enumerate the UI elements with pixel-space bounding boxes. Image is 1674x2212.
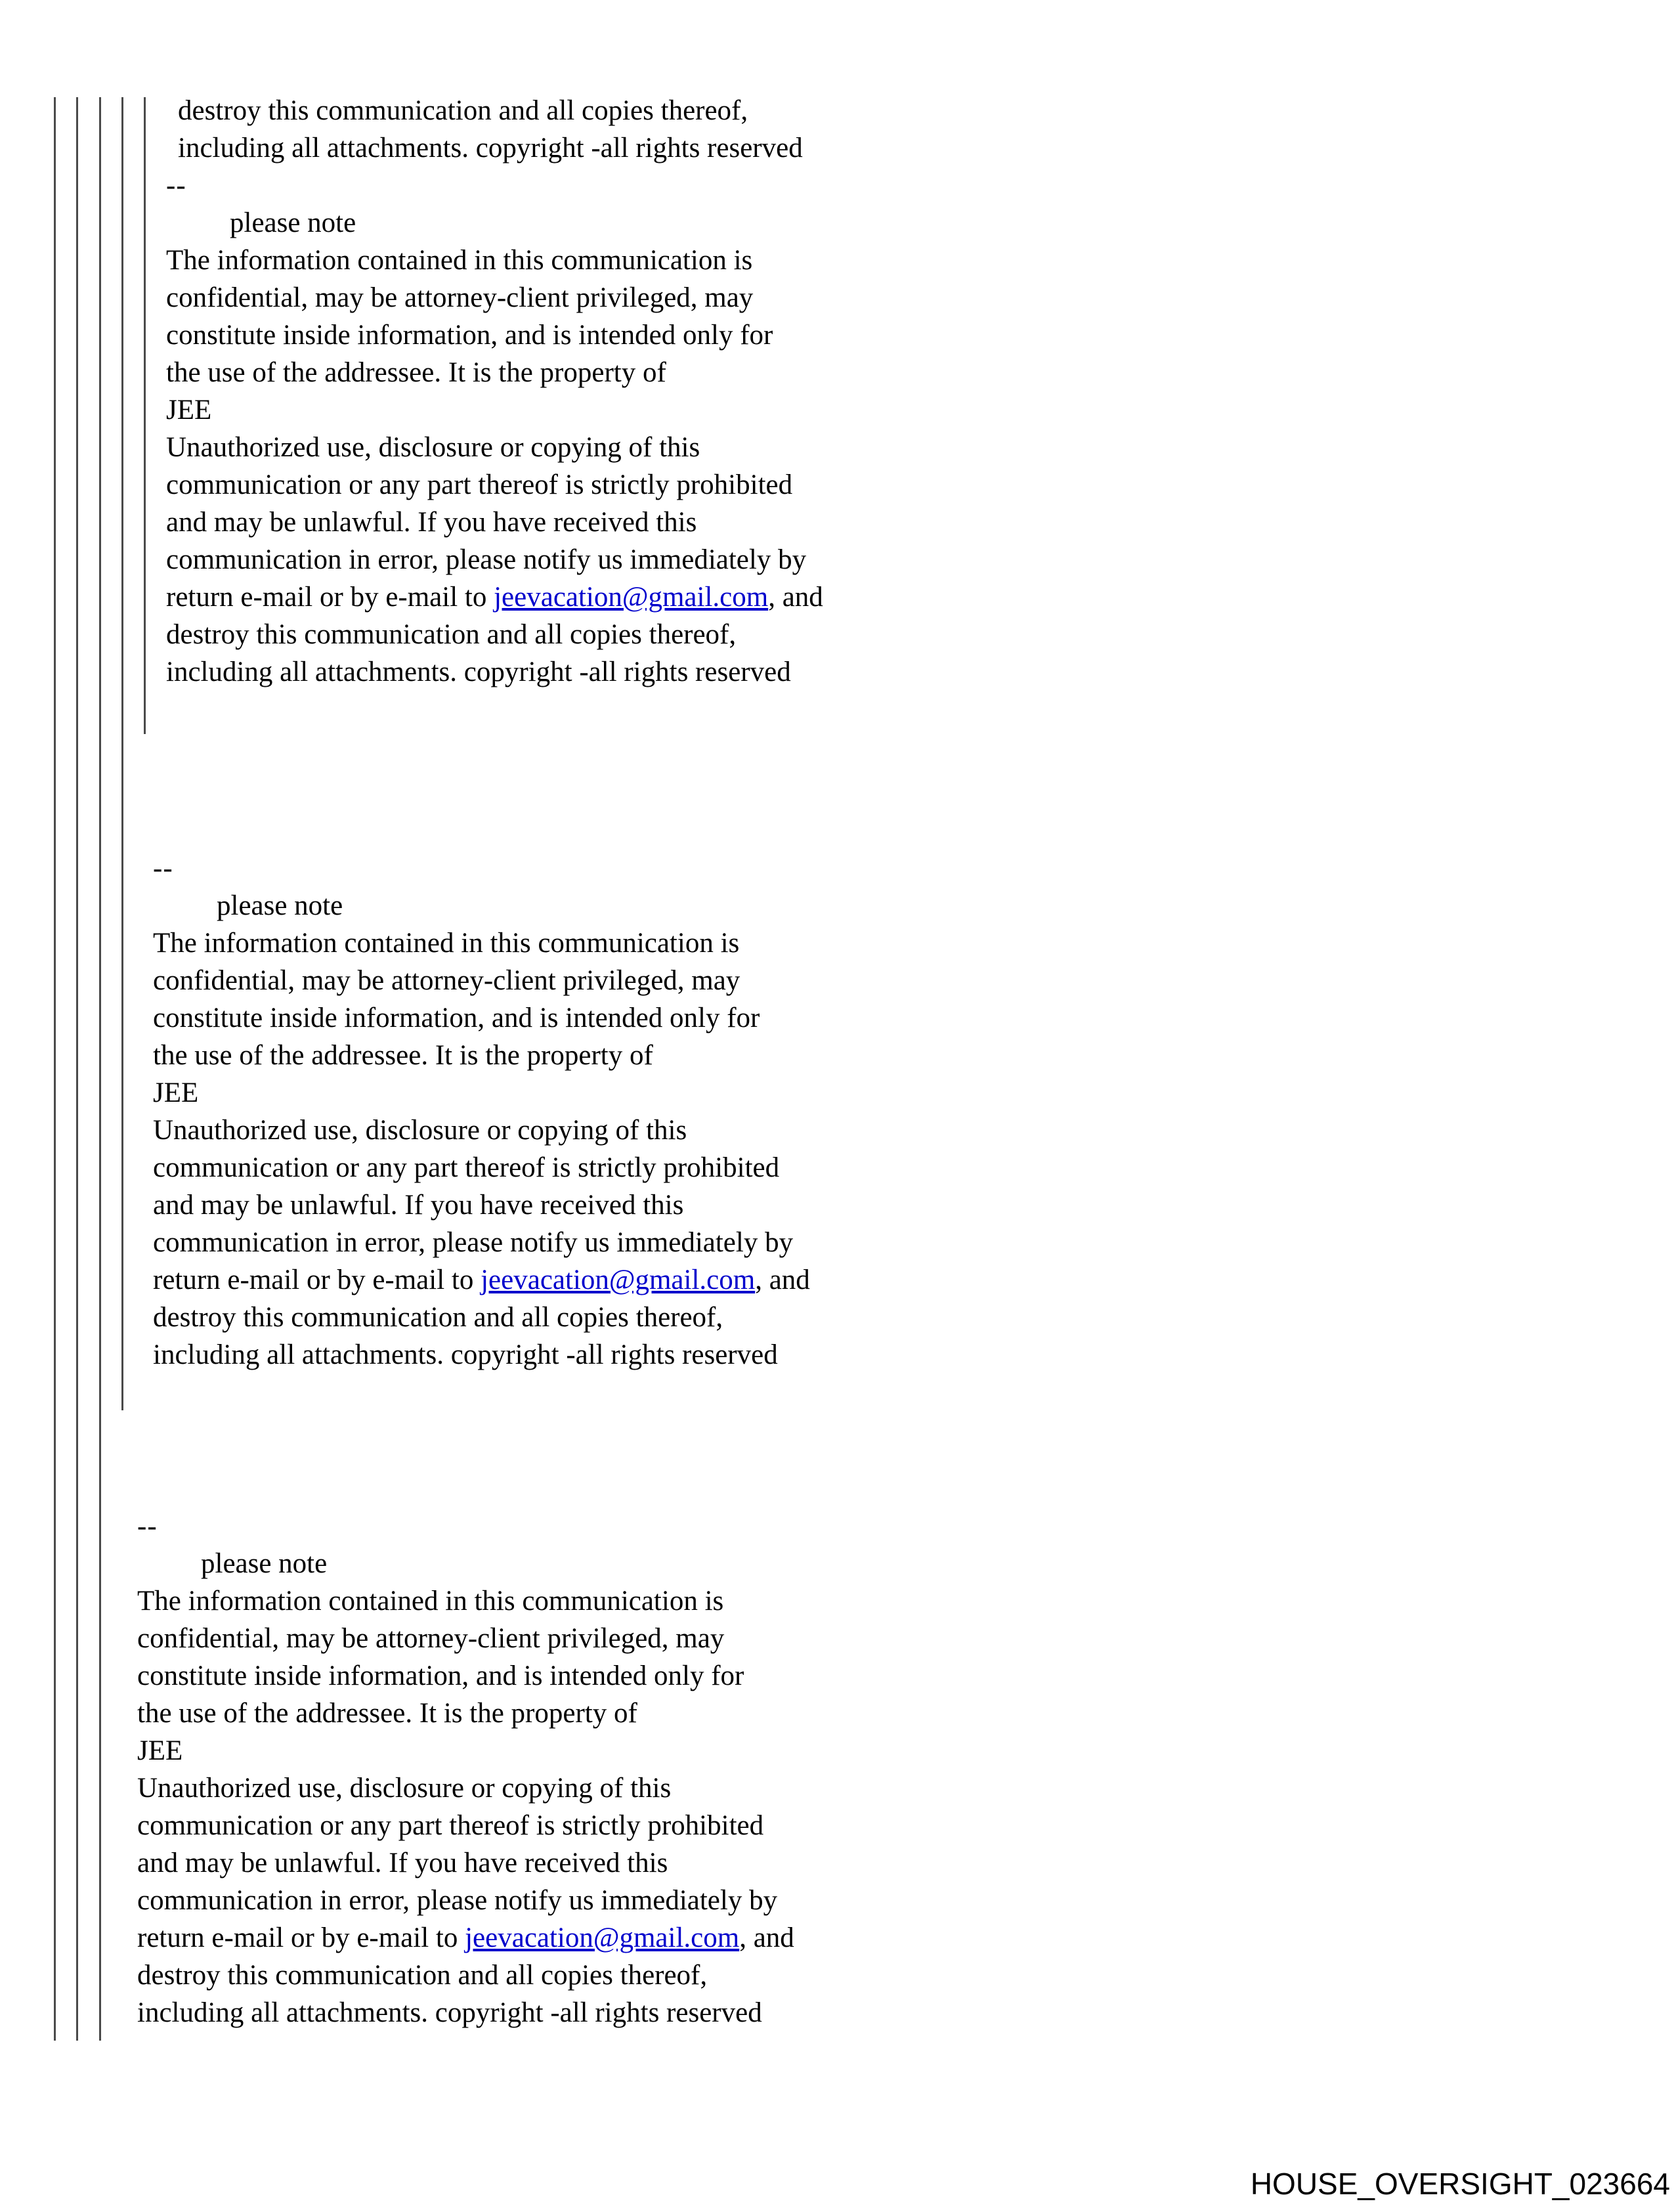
please-note-label: please note bbox=[230, 207, 356, 238]
disclaimer-line: communication or any part thereof is strictly prohibited bbox=[137, 1810, 764, 1841]
disclaimer-line: destroy this communication and all copies thereof, bbox=[137, 1960, 708, 1991]
disclaimer-line: communication or any part thereof is strictly prohibited bbox=[153, 1152, 780, 1183]
disclaimer-line: destroy this communication and all copies thereof, bbox=[178, 95, 748, 126]
disclaimer-line: confidential, may be attorney-client privileged, may bbox=[153, 965, 740, 996]
link-line-before: return e-mail or by e-mail to bbox=[166, 582, 494, 613]
disclaimer-line: The information contained in this communication is bbox=[166, 245, 753, 276]
quote-bar-4 bbox=[121, 97, 123, 1410]
disclaimer-line: constitute inside information, and is intended only for bbox=[153, 1003, 760, 1033]
quote-separator: -- bbox=[166, 170, 186, 201]
quote-separator: -- bbox=[153, 853, 173, 884]
disclaimer-line: the use of the addressee. It is the property of bbox=[153, 1040, 653, 1071]
disclaimer-line: the use of the addressee. It is the property of bbox=[137, 1698, 637, 1729]
email-link[interactable]: jeevacation@gmail.com bbox=[494, 582, 769, 613]
link-line-before: return e-mail or by e-mail to bbox=[153, 1265, 481, 1295]
disclaimer-line: including all attachments. copyright -all rights reserved bbox=[137, 1997, 762, 2028]
disclaimer-line: JEE bbox=[137, 1735, 183, 1766]
disclaimer-line: JEE bbox=[166, 395, 212, 425]
disclaimer-line: confidential, may be attorney-client privileged, may bbox=[166, 282, 754, 313]
quote-bar-1 bbox=[54, 97, 56, 2041]
disclaimer-line: communication in error, please notify us immediately by bbox=[137, 1885, 778, 1916]
disclaimer-line: confidential, may be attorney-client privileged, may bbox=[137, 1623, 725, 1654]
disclaimer-block-1 bbox=[166, 92, 1085, 691]
disclaimer-block-2 bbox=[153, 850, 1072, 1374]
link-line-before: return e-mail or by e-mail to bbox=[137, 1922, 465, 1953]
disclaimer-line: and may be unlawful. If you have received this bbox=[153, 1190, 684, 1221]
disclaimer-link-line bbox=[166, 578, 1085, 616]
disclaimer-line: The information contained in this communication is bbox=[137, 1586, 724, 1616]
quote-bar-3 bbox=[99, 97, 101, 2041]
quote-separator: -- bbox=[137, 1511, 158, 1542]
please-note-label: please note bbox=[217, 890, 343, 921]
disclaimer-line: including all attachments. copyright -all rights reserved bbox=[153, 1339, 778, 1370]
disclaimer-block-3 bbox=[137, 1507, 1056, 2031]
disclaimer-line: Unauthorized use, disclosure or copying of this bbox=[166, 432, 700, 463]
disclaimer-line: Unauthorized use, disclosure or copying of this bbox=[153, 1115, 687, 1146]
disclaimer-line: communication in error, please notify us immediately by bbox=[166, 544, 807, 575]
disclaimer-line: communication or any part thereof is strictly prohibited bbox=[166, 469, 793, 500]
disclaimer-link-line bbox=[153, 1261, 1072, 1299]
disclaimer-line: and may be unlawful. If you have received this bbox=[166, 507, 697, 538]
quote-bar-5 bbox=[144, 97, 146, 734]
bates-stamp: HOUSE_OVERSIGHT_023664 bbox=[1250, 2167, 1670, 2201]
disclaimer-link-line bbox=[137, 1919, 1056, 1957]
disclaimer-line: constitute inside information, and is intended only for bbox=[137, 1660, 744, 1691]
disclaimer-line: including all attachments. copyright -all rights reserved bbox=[178, 133, 803, 163]
email-link[interactable]: jeevacation@gmail.com bbox=[465, 1922, 740, 1953]
disclaimer-line: JEE bbox=[153, 1077, 199, 1108]
link-line-after: , and bbox=[755, 1265, 810, 1295]
disclaimer-line: destroy this communication and all copies thereof, bbox=[153, 1302, 723, 1333]
disclaimer-line: and may be unlawful. If you have received this bbox=[137, 1848, 668, 1878]
disclaimer-line: The information contained in this communication is bbox=[153, 928, 740, 959]
disclaimer-line: including all attachments. copyright -all rights reserved bbox=[166, 657, 791, 687]
disclaimer-line: Unauthorized use, disclosure or copying of this bbox=[137, 1773, 672, 1804]
link-line-after: , and bbox=[768, 582, 823, 613]
disclaimer-line: destroy this communication and all copies thereof, bbox=[166, 619, 737, 650]
disclaimer-line: the use of the addressee. It is the property of bbox=[166, 357, 666, 388]
disclaimer-line: constitute inside information, and is intended only for bbox=[166, 320, 773, 351]
please-note-label: please note bbox=[201, 1548, 328, 1579]
disclaimer-line: communication in error, please notify us immediately by bbox=[153, 1227, 794, 1258]
email-link[interactable]: jeevacation@gmail.com bbox=[481, 1265, 756, 1295]
quote-bar-2 bbox=[76, 97, 78, 2041]
link-line-after: , and bbox=[739, 1922, 794, 1953]
